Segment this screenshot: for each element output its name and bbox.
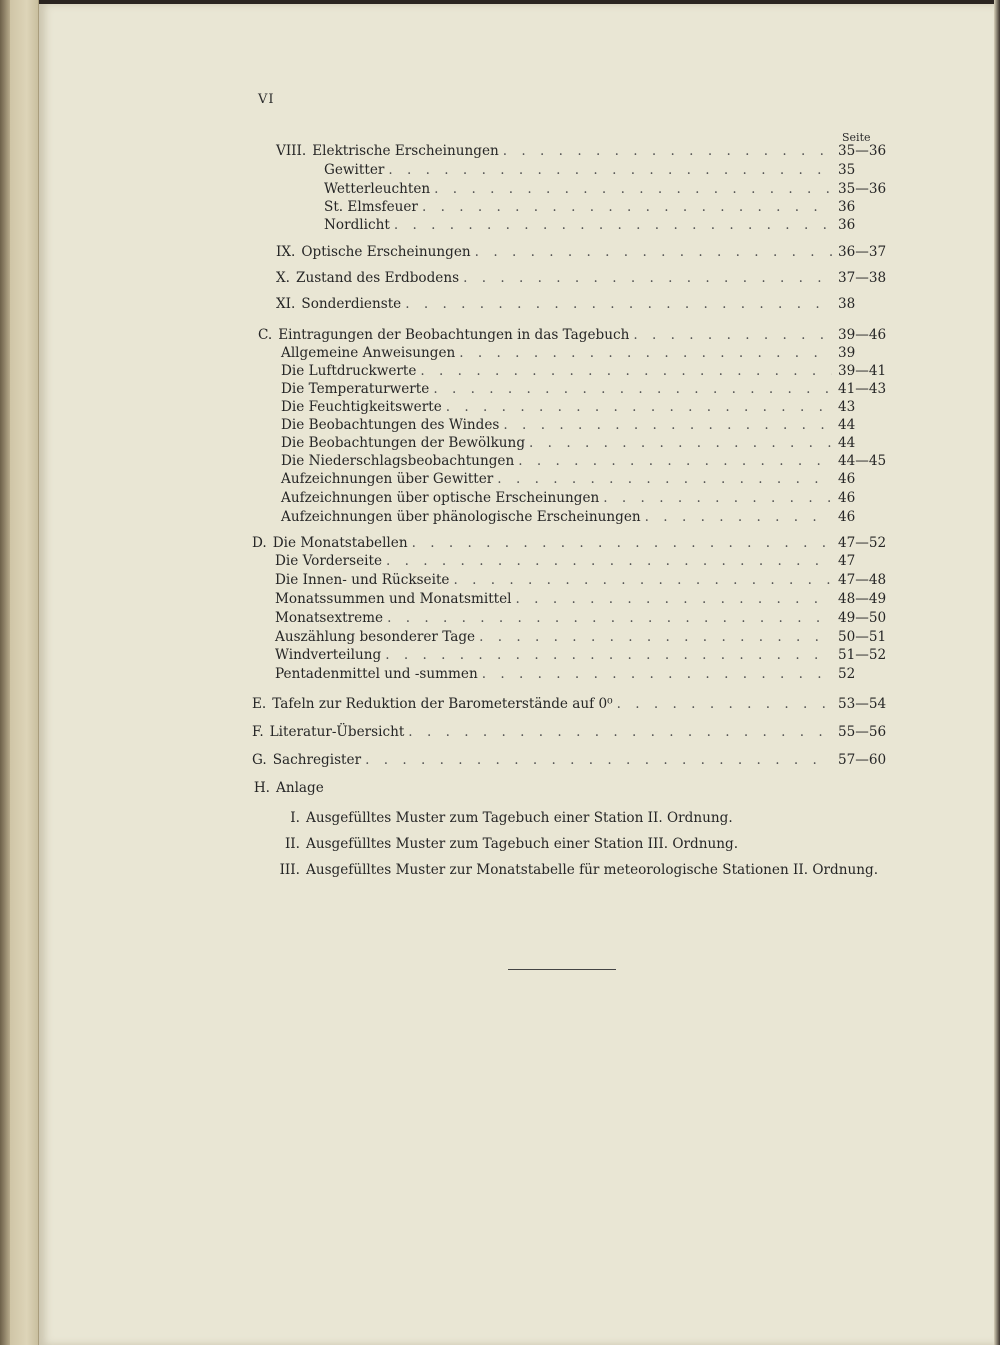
leader-dots	[518, 453, 832, 469]
toc-entry-pages: 50—51	[838, 629, 887, 645]
annex-item	[276, 836, 738, 852]
toc-entry-title: Die Feuchtigkeitswerte	[281, 399, 442, 415]
toc-entry-number: IX.	[276, 244, 296, 260]
toc-entry	[281, 453, 886, 473]
toc-entry-pages: 48—49	[838, 591, 887, 607]
toc-entry-f	[252, 724, 886, 744]
toc-entry-title: Aufzeichnungen über optische Erscheinungen	[281, 490, 600, 506]
toc-entry	[275, 553, 886, 573]
leader-dots	[459, 345, 832, 361]
leader-dots	[503, 143, 832, 159]
page-edge-stack	[10, 0, 39, 1345]
leader-dots	[434, 181, 832, 197]
toc-entry-title: Die Beobachtungen des Windes	[281, 417, 500, 433]
annex-title: Ausgefülltes Muster zum Tagebuch einer Station II. Ordnung.	[306, 810, 733, 826]
leader-dots	[420, 363, 832, 379]
annex-title: Ausgefülltes Muster zum Tagebuch einer Station III. Ordnung.	[306, 836, 739, 852]
toc-entry-title: Sonderdienste	[301, 296, 402, 312]
toc-entry	[275, 629, 886, 649]
toc-entry-pages: 57—60	[838, 752, 887, 768]
annex-number: III.	[279, 862, 300, 878]
leader-dots	[479, 629, 832, 645]
toc-entry	[275, 591, 886, 611]
book-spine-edge	[0, 0, 10, 1345]
toc-entry-h	[252, 780, 324, 796]
annex-item	[276, 810, 733, 826]
annex-number: II.	[284, 836, 300, 852]
toc-entry-xi	[276, 296, 886, 316]
toc-entry	[324, 162, 886, 182]
toc-entry-title: Auszählung besonderer Tage	[275, 629, 476, 645]
toc-entry	[275, 610, 886, 630]
leader-dots	[433, 381, 832, 397]
toc-entry-pages: 47—52	[838, 535, 887, 551]
toc-entry-pages: 53—54	[838, 696, 887, 712]
toc-entry-title: Die Monatstabellen	[272, 535, 408, 551]
toc-entry-title: Allgemeine Anweisungen	[281, 345, 456, 361]
toc-entry-pages: 44—45	[838, 453, 887, 469]
toc-entry-number: XI.	[276, 296, 296, 312]
toc-entry-title: Die Luftdruckwerte	[281, 363, 417, 379]
leader-dots	[497, 471, 832, 487]
toc-entry-pages: 46	[838, 490, 856, 506]
toc-entry-pages: 35—36	[838, 143, 887, 159]
toc-entry	[281, 417, 886, 437]
leader-dots	[408, 724, 832, 740]
toc-entry	[281, 345, 886, 365]
toc-entry-pages: 44	[838, 417, 856, 433]
toc-entry-pages: 39—41	[838, 363, 887, 379]
leader-dots	[453, 572, 832, 588]
toc-entry	[281, 471, 886, 491]
leader-dots	[503, 417, 832, 433]
toc-entry	[324, 199, 886, 219]
leader-dots	[412, 535, 832, 551]
closing-rule	[508, 969, 616, 970]
toc-entry-title: Pentadenmittel und -summen	[275, 666, 478, 682]
toc-entry-ix	[276, 244, 886, 264]
toc-entry-number: F.	[252, 724, 264, 740]
leader-dots	[446, 399, 832, 415]
toc-entry-pages: 36—37	[838, 244, 887, 260]
toc-entry-title: Wetterleuchten	[324, 181, 431, 197]
toc-entry-title: Gewitter	[324, 162, 385, 178]
toc-entry-g	[252, 752, 886, 772]
toc-entry-number: C.	[258, 327, 273, 343]
toc-entry-pages: 52	[838, 666, 856, 682]
toc-entry-number: H.	[253, 780, 270, 796]
leader-dots	[394, 217, 832, 233]
toc-entry-number: X.	[276, 270, 290, 286]
toc-entry-pages: 44	[838, 435, 856, 451]
toc-entry-c	[258, 327, 886, 347]
page-number: VI	[258, 92, 275, 107]
toc-entry-title: St. Elmsfeuer	[324, 199, 418, 215]
toc-entry-pages: 36	[838, 217, 856, 233]
page-column-header: Seite	[842, 131, 871, 144]
toc-entry-e	[252, 696, 886, 716]
leader-dots	[387, 610, 832, 626]
toc-entry-title: Windverteilung	[275, 647, 382, 663]
toc-entry	[281, 399, 886, 419]
toc-entry	[281, 363, 886, 383]
leader-dots	[529, 435, 832, 451]
toc-entry-d	[252, 535, 886, 555]
toc-entry	[281, 381, 886, 401]
toc-entry-pages: 47	[838, 553, 856, 569]
toc-entry	[324, 181, 886, 201]
leader-dots	[385, 647, 832, 663]
toc-entry-pages: 36	[838, 199, 856, 215]
toc-entry-title: Die Vorderseite	[275, 553, 382, 569]
toc-entry-pages: 47—48	[838, 572, 887, 588]
leader-dots	[405, 296, 832, 312]
leader-dots	[475, 244, 832, 260]
leader-dots	[516, 591, 832, 607]
toc-entry-pages: 35	[838, 162, 856, 178]
toc-entry-pages: 55—56	[838, 724, 887, 740]
leader-dots	[617, 696, 832, 712]
toc-entry-title: Aufzeichnungen über phänologische Erscheinungen	[281, 509, 641, 525]
toc-entry-pages: 51—52	[838, 647, 887, 663]
toc-entry-pages: 38	[838, 296, 856, 312]
toc-entry-title: Zustand des Erdbodens	[296, 270, 460, 286]
toc-entry-pages: 41—43	[838, 381, 887, 397]
toc-entry-title: Die Beobachtungen der Bewölkung	[281, 435, 526, 451]
toc-entry-title: Anlage	[276, 780, 324, 796]
toc-entry-title: Tafeln zur Reduktion der Barometerstände auf 0⁰	[272, 696, 613, 712]
toc-entry-title: Monatssummen und Monatsmittel	[275, 591, 512, 607]
annex-title: Ausgefülltes Muster zur Monatstabelle für meteorologische Stationen II. Ordnung.	[306, 862, 879, 878]
toc-entry	[275, 647, 886, 667]
leader-dots	[388, 162, 832, 178]
leader-dots	[365, 752, 832, 768]
leader-dots	[463, 270, 832, 286]
toc-entry-pages: 49—50	[838, 610, 887, 626]
toc-entry-title: Elektrische Erscheinungen	[312, 143, 499, 159]
leader-dots	[482, 666, 832, 682]
toc-entry-title: Aufzeichnungen über Gewitter	[281, 471, 494, 487]
annex-item	[270, 862, 878, 878]
leader-dots	[645, 509, 832, 525]
toc-entry	[275, 666, 886, 686]
toc-entry-pages: 35—36	[838, 181, 887, 197]
leader-dots	[422, 199, 832, 215]
toc-entry-viii	[276, 143, 886, 163]
toc-entry-title: Die Temperaturwerte	[281, 381, 430, 397]
toc-entry-title: Literatur-Übersicht	[269, 724, 405, 740]
toc-entry-title: Optische Erscheinungen	[301, 244, 471, 260]
toc-entry-title: Sachregister	[272, 752, 362, 768]
toc-entry-number: E.	[252, 696, 267, 712]
toc-entry-pages: 46	[838, 471, 856, 487]
toc-entry-title: Die Niederschlagsbeobachtungen	[281, 453, 515, 469]
toc-entry	[281, 490, 886, 510]
toc-entry-title: Monatsextreme	[275, 610, 384, 626]
toc-entry-pages: 39—46	[838, 327, 887, 343]
toc-entry-pages: 43	[838, 399, 856, 415]
leader-dots	[386, 553, 832, 569]
toc-entry-number: VIII.	[276, 143, 307, 159]
toc-entry	[281, 509, 886, 529]
toc-entry-title: Die Innen- und Rückseite	[275, 572, 450, 588]
toc-entry	[275, 572, 886, 592]
toc-entry-pages: 39	[838, 345, 856, 361]
toc-entry-title: Eintragungen der Beobachtungen in das Tagebuch	[278, 327, 630, 343]
leader-dots	[603, 490, 832, 506]
annex-number: I.	[290, 810, 300, 826]
toc-entry-number: D.	[252, 535, 267, 551]
toc-entry-x	[276, 270, 886, 290]
toc-entry	[281, 435, 886, 455]
toc-entry-pages: 46	[838, 509, 856, 525]
scan-right-border	[994, 0, 1000, 1345]
leader-dots	[633, 327, 832, 343]
toc-entry-number: G.	[252, 752, 267, 768]
toc-entry-pages: 37—38	[838, 270, 887, 286]
toc-entry	[324, 217, 886, 237]
toc-entry-title: Nordlicht	[324, 217, 390, 233]
